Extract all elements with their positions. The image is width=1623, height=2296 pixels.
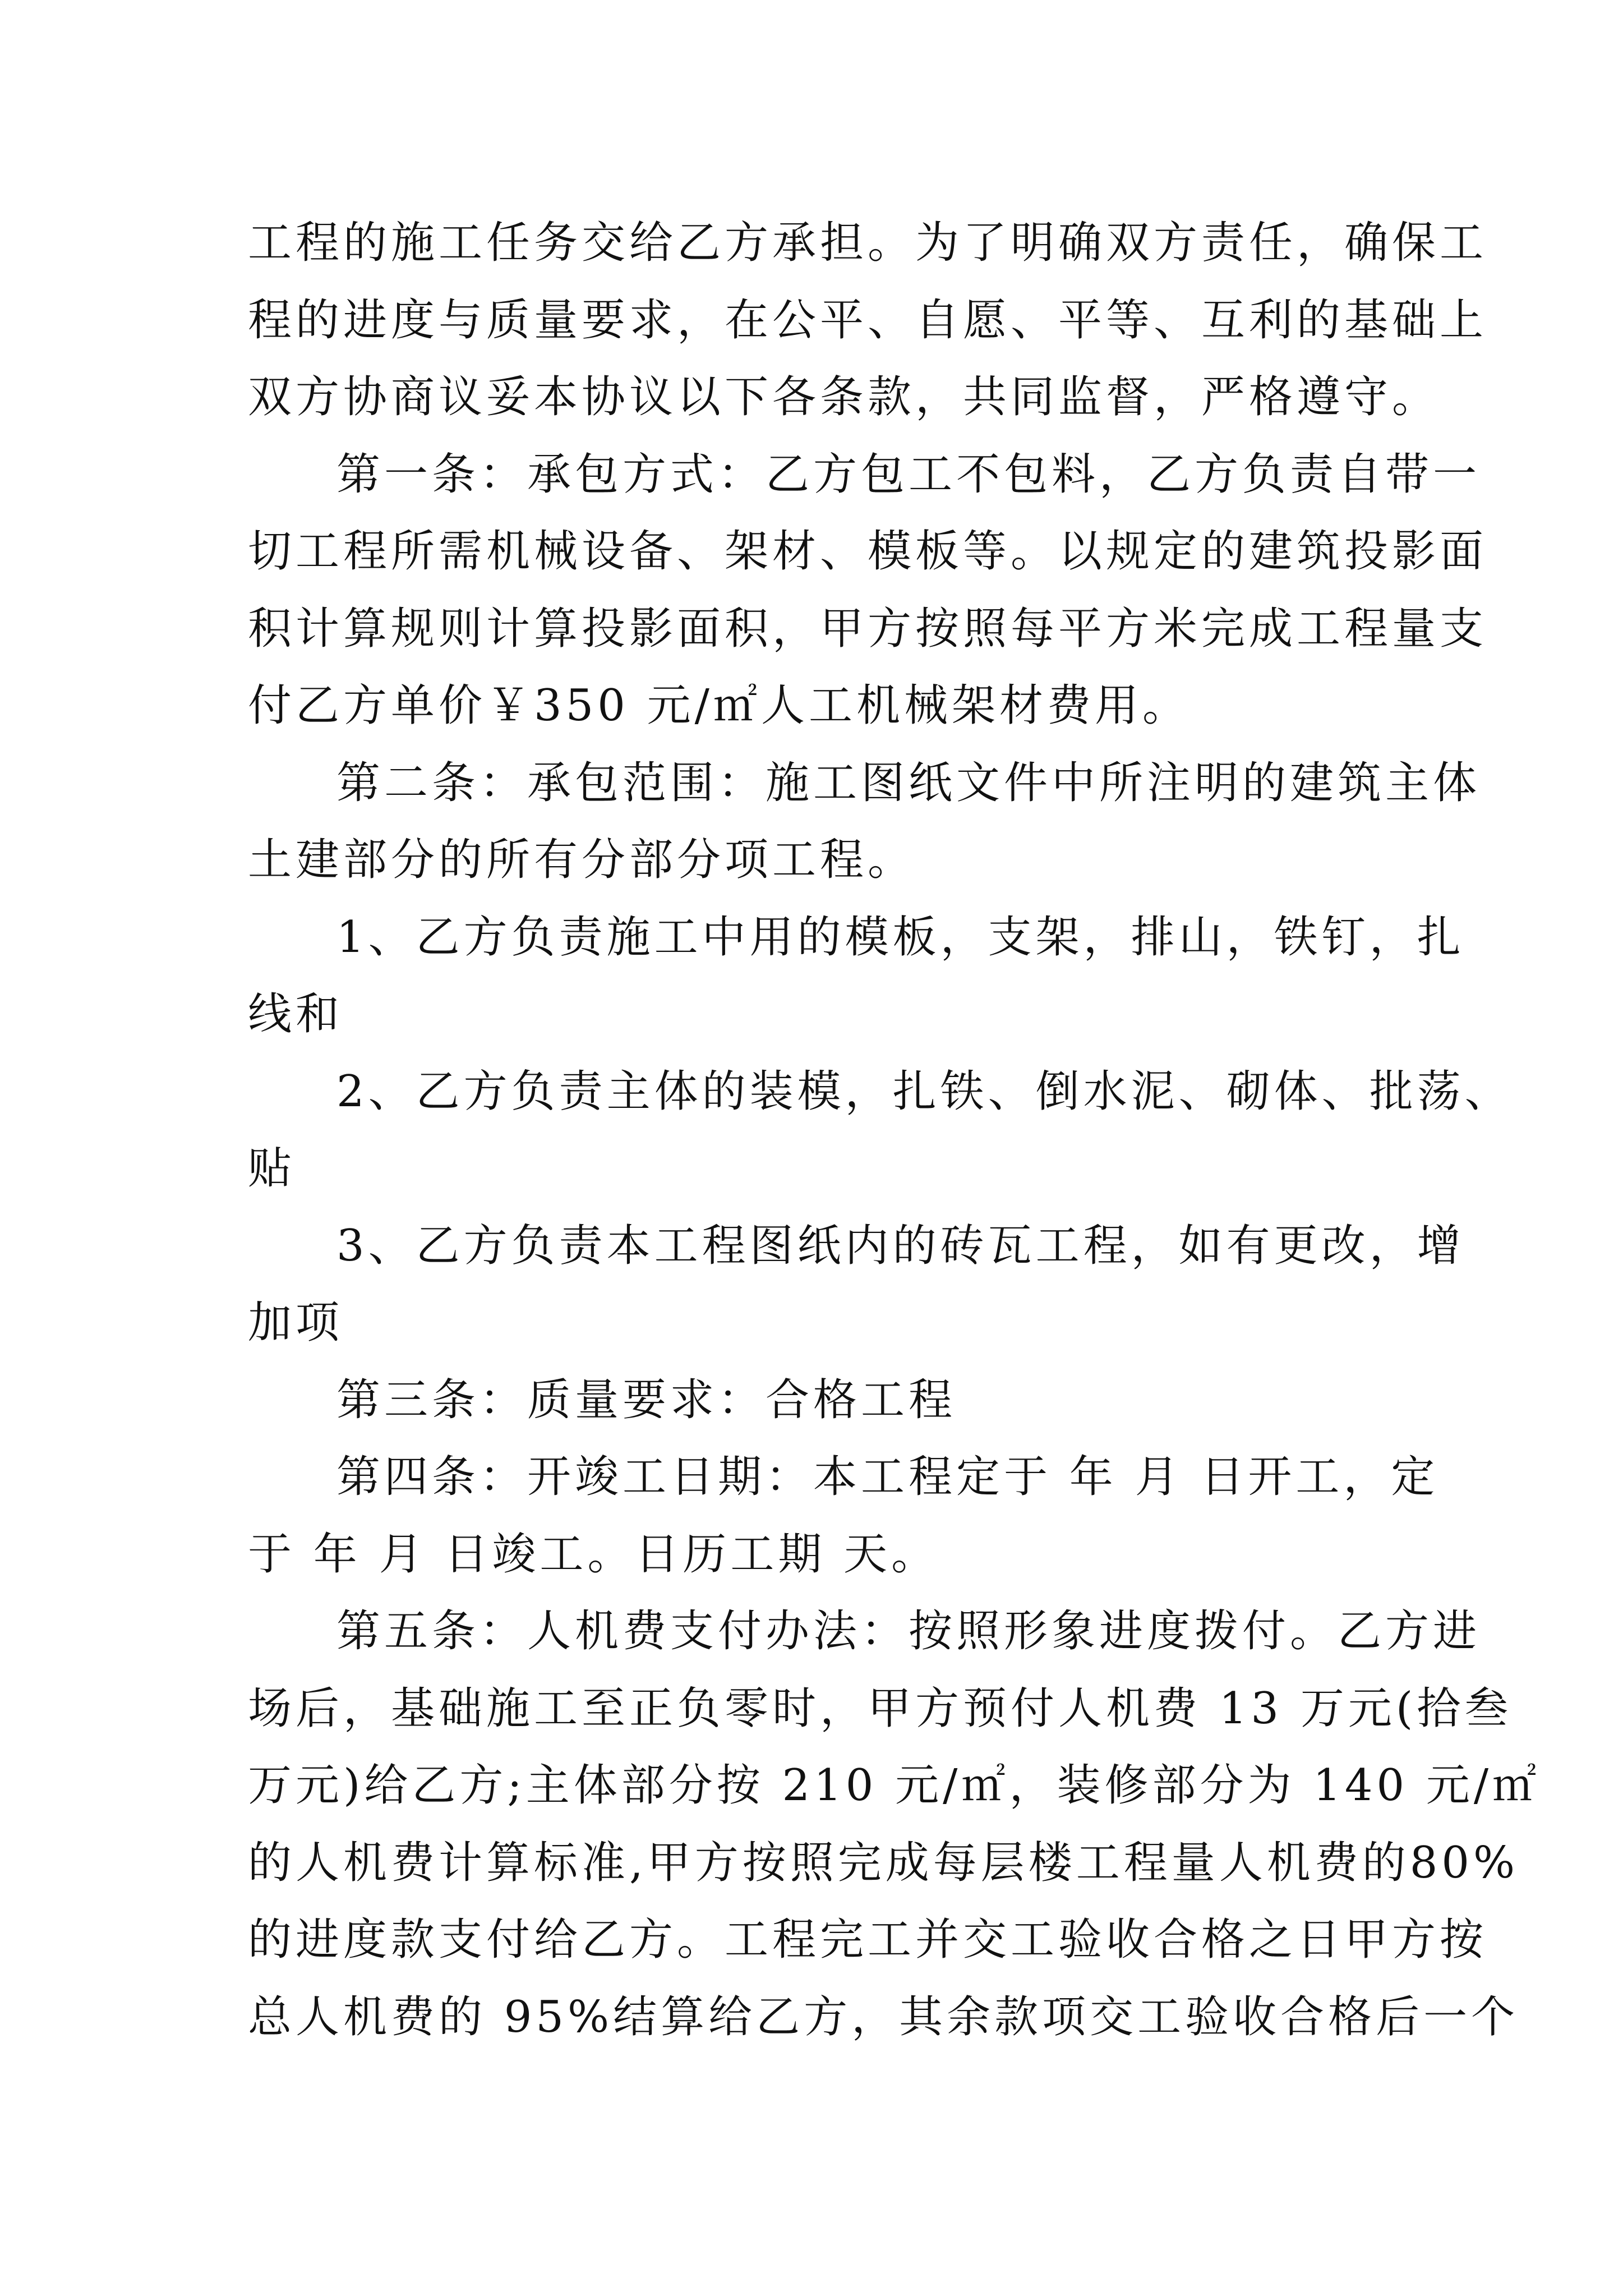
text-line: 的进度款支付给乙方。工程完工并交工验收合格之日甲方按 — [248, 1915, 1488, 1965]
text-line: 万元)给乙方;主体部分按 210 元/㎡，装修部分为 140 元/㎡ — [248, 1760, 1541, 1811]
text-line: 的人机费计算标准,甲方按照完成每层楼工程量人机费的80% — [248, 1837, 1519, 1888]
text-line: 第二条：承包范围：施工图纸文件中所注明的建筑主体 — [336, 757, 1481, 808]
text-line: 土建部分的所有分部分项工程。 — [248, 835, 916, 885]
text-line: 加项 — [248, 1297, 344, 1348]
text-line: 工程的施工任务交给乙方承担。为了明确双方责任，确保工 — [248, 218, 1488, 268]
text-line: 双方协商议妥本协议以下各条款，共同监督，严格遵守。 — [248, 372, 1440, 422]
text-line: 贴 — [248, 1143, 296, 1194]
text-line: 2、乙方负责主体的装模，扎铁、倒水泥、砌体、批荡、 — [336, 1066, 1513, 1117]
contract-body-text — [248, 205, 1541, 2056]
text-line: 场后，基础施工至正负零时，甲方预付人机费 13 万元(拾叁 — [248, 1683, 1513, 1734]
text-line: 第五条：人机费支付办法：按照形象进度拨付。乙方进 — [336, 1606, 1481, 1657]
text-line: 总人机费的 95%结算给乙方，其余款项交工验收合格后一个 — [248, 1991, 1519, 2042]
text-line: 3、乙方负责本工程图纸内的砖瓦工程，如有更改，增 — [336, 1220, 1465, 1271]
text-line: 程的进度与质量要求，在公平、自愿、平等、互利的基础上 — [248, 295, 1488, 346]
text-line: 于 年 月 日竣工。日历工期 天。 — [248, 1529, 939, 1580]
text-line: 切工程所需机械设备、架材、模板等。以规定的建筑投影面 — [248, 526, 1488, 577]
text-line: 线和 — [248, 989, 344, 1039]
text-line: 第一条：承包方式：乙方包工不包料，乙方负责自带一 — [336, 449, 1481, 500]
text-line: 第三条：质量要求：合格工程 — [336, 1374, 957, 1425]
text-line: 付乙方单价￥350 元/㎡人工机械架材费用。 — [248, 680, 1190, 731]
text-line: 积计算规则计算投影面积，甲方按照每平方米完成工程量支 — [248, 603, 1488, 654]
text-line: 1、乙方负责施工中用的模板，支架，排山，铁钉，扎 — [336, 912, 1465, 963]
text-line: 第四条：开竣工日期：本工程定于 年 月 日开工，定 — [336, 1452, 1439, 1502]
